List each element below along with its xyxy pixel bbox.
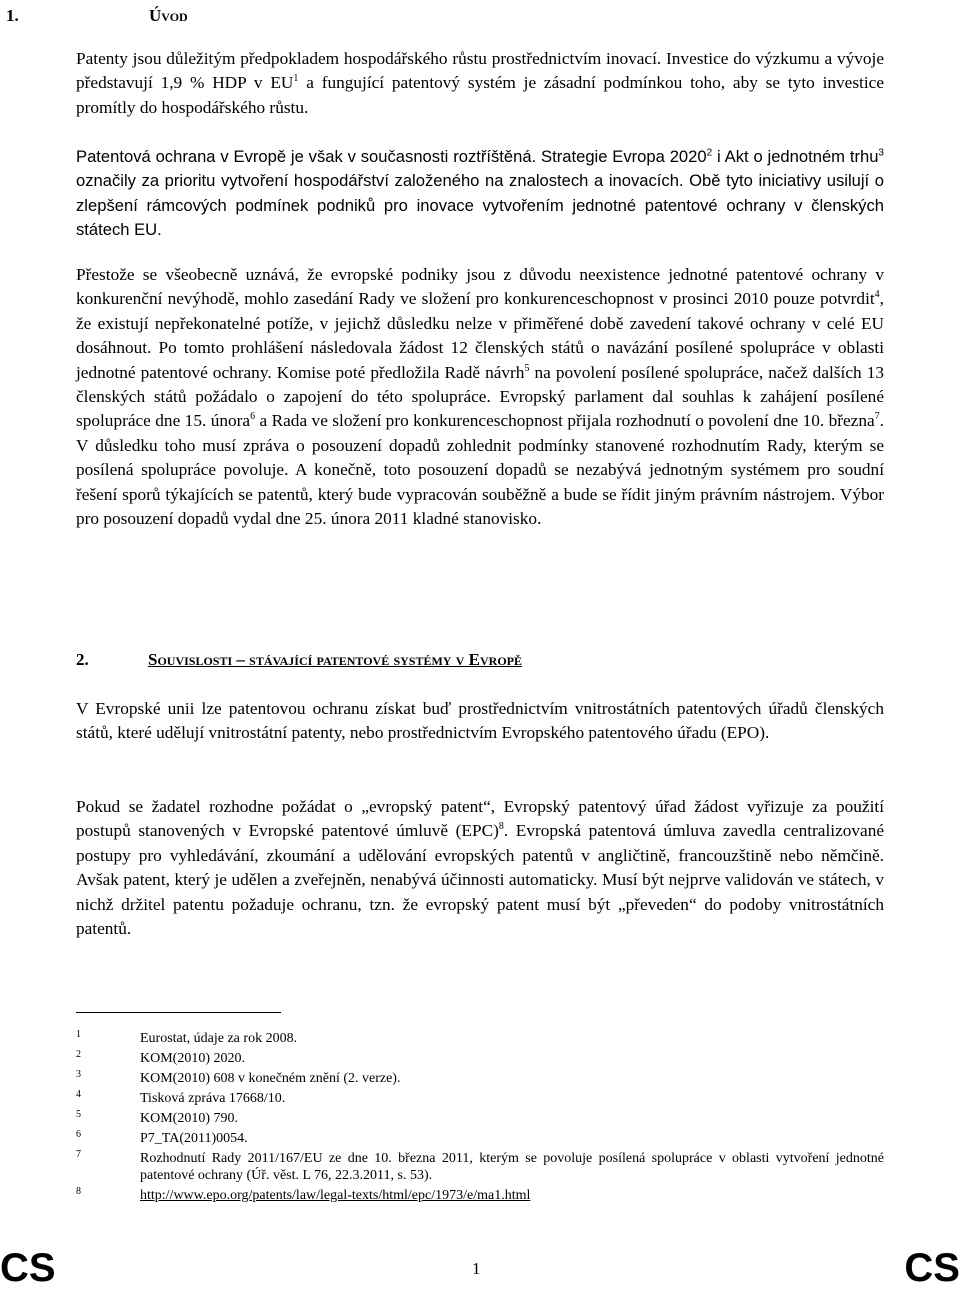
footnote-ref-1: 1 <box>293 73 299 85</box>
section-2-number: 2. <box>76 650 89 669</box>
footnote-4: 4 Tisková zpráva 17668/10. <box>76 1089 286 1106</box>
section-1-title: Úvod <box>149 6 188 25</box>
section-2-paragraph-2: Pokud se žadatel rozhodne požádat o „evropský patent“, Evropský patentový úřad žádost vyřizuje za použití postupů stanovených v Evropské patentové úmluvě (EPC)$^8$. Evropská patentová úmluva zavedla centralizované postupy pro vyhledávání, zkoumání a udělování evropských patentů v angličtině, francouzštině nebo němčině. Avšak patent, který je udělen a zveřejněn, nenabývá účinnosti automaticky. Musí být nejprve validován ve státech, v nichž držitel patentu požaduje ochranu, tzn. že evropský patent musí být „převeden“ do podoby vnitrostátních patentů. <box>76 797 885 939</box>
language-code-right: CS <box>904 1246 960 1290</box>
section-1-number: 1. <box>6 6 19 25</box>
footnote-3: 3 KOM(2010) 608 v konečném znění (2. verze). <box>76 1069 401 1086</box>
footnote-ref-7: 7 <box>874 411 880 423</box>
footnote-6: 6 P7_TA(2011)0054. <box>76 1129 248 1146</box>
footnote-1: 1 Eurostat, údaje za rok 2008. <box>76 1029 298 1046</box>
footnote-ref-6: 6 <box>250 411 256 423</box>
footnote-separator <box>76 1012 281 1013</box>
footnote-ref-4: 4 <box>874 289 880 301</box>
footnote-8: 8 http://www.epo.org/patents/law/legal-texts/html/epc/1973/e/ma1.html <box>76 1186 531 1203</box>
page-number: 1 <box>472 1259 481 1278</box>
footnotes <box>76 1030 884 1207</box>
language-code-left: CS <box>0 1246 56 1290</box>
footnote-ref-8: 8 <box>498 821 504 833</box>
epo-link[interactable]: http://www.epo.org/patents/law/legal-texts/html/epc/1973/e/ma1.html <box>140 1188 531 1203</box>
section-2-title: Souvislosti – stávající patentové systémy v Evropě <box>148 650 522 669</box>
section-2-paragraph-1: V Evropské unii lze patentovou ochranu získat buď prostřednictvím vnitrostátních patentových úřadů členských států, které udělují vnitrostátní patenty, nebo prostřednictvím Evropského patentového úřadu (EPO). <box>76 699 884 743</box>
section-1-paragraph-2: Patentová ochrana v Evropě je však v současnosti roztříštěná. Strategie Evropa 2020$^2$ i Akt o jednotném trhu$^3$ označily za prioritu vytvoření hospodářství založeného na znalostech a inovacích. Obě tyto iniciativy usilují o zlepšení rámcových podmínek podniků pro inovace vytvořením jednotné patentové ochrany v členských státech EU. <box>76 147 884 240</box>
footnote-7: 7 Rozhodnutí Rady 2011/167/EU ze dne 10. března 2011, kterým se povoluje posílená spolupráce v oblasti vytvoření jednotné patentové ochrany (Úř. věst. L 76, 22.3.2011, s. 53). <box>76 1149 884 1183</box>
section-1-paragraph-1: Patenty jsou důležitým předpokladem hospodářského růstu prostřednictvím inovací. Investice do výzkumu a vývoje představují 1,9 % HDP v $EU^1$ a fungující patentový systém je zásadní podmínkou toho, aby se tyto investice promítly do hospodářského růstu. <box>76 49 884 117</box>
footnote-ref-5: 5 <box>524 362 530 374</box>
footnote-ref-2: 2 <box>706 147 713 159</box>
footnote-2: 2 KOM(2010) 2020. <box>76 1049 245 1066</box>
footnote-ref-3: 3 <box>878 147 884 159</box>
footnote-5: 5 KOM(2010) 790. <box>76 1109 238 1126</box>
section-1-paragraph-3: Přestože se všeobecně uznává, že evropské podniky jsou z důvodu neexistence jednotné patentové ochrany v konkurenční nevýhodě, mohlo zasedání Rady ve složení pro konkurenceschopnost v prosinci 2010 pouze potvrdit$^4$, že existují nepřekonatelné potíže, v jejichž důsledku nelze v přiměřené době zavedení takové ochrany v celé EU dosáhnout. Po tomto prohlášení následovala žádost 12 členských států o navázání posílené spolupráce v oblasti jednotné patentové ochrany. Komise poté předložila Radě návrh$^5$ na povolení posílené spolupráce, načež dalších 13 členských států požádalo o zapojení do této spolupráce. Evropský parlament dal souhlas k zahájení posílené spolupráce dne 15. února$^6$ a Rada ve složení pro konkurenceschopnost přijala rozhodnutí o povolení dne 10. března$^7$. V důsledku toho musí zpráva o posouzení dopadů zohlednit podmínky stanovené rozhodnutím Rady, kterým se posílená spolupráce povoluje. A konečně, toto posouzení dopadů se nezabývá jednotným systémem pro soudní řešení sporů týkajících se patentů, který bude vypracován souběžně a bude se řídit jiným právním nástrojem. Výbor pro posouzení dopadů vydal dne 25. února 2011 kladné stanovisko. <box>76 265 884 529</box>
